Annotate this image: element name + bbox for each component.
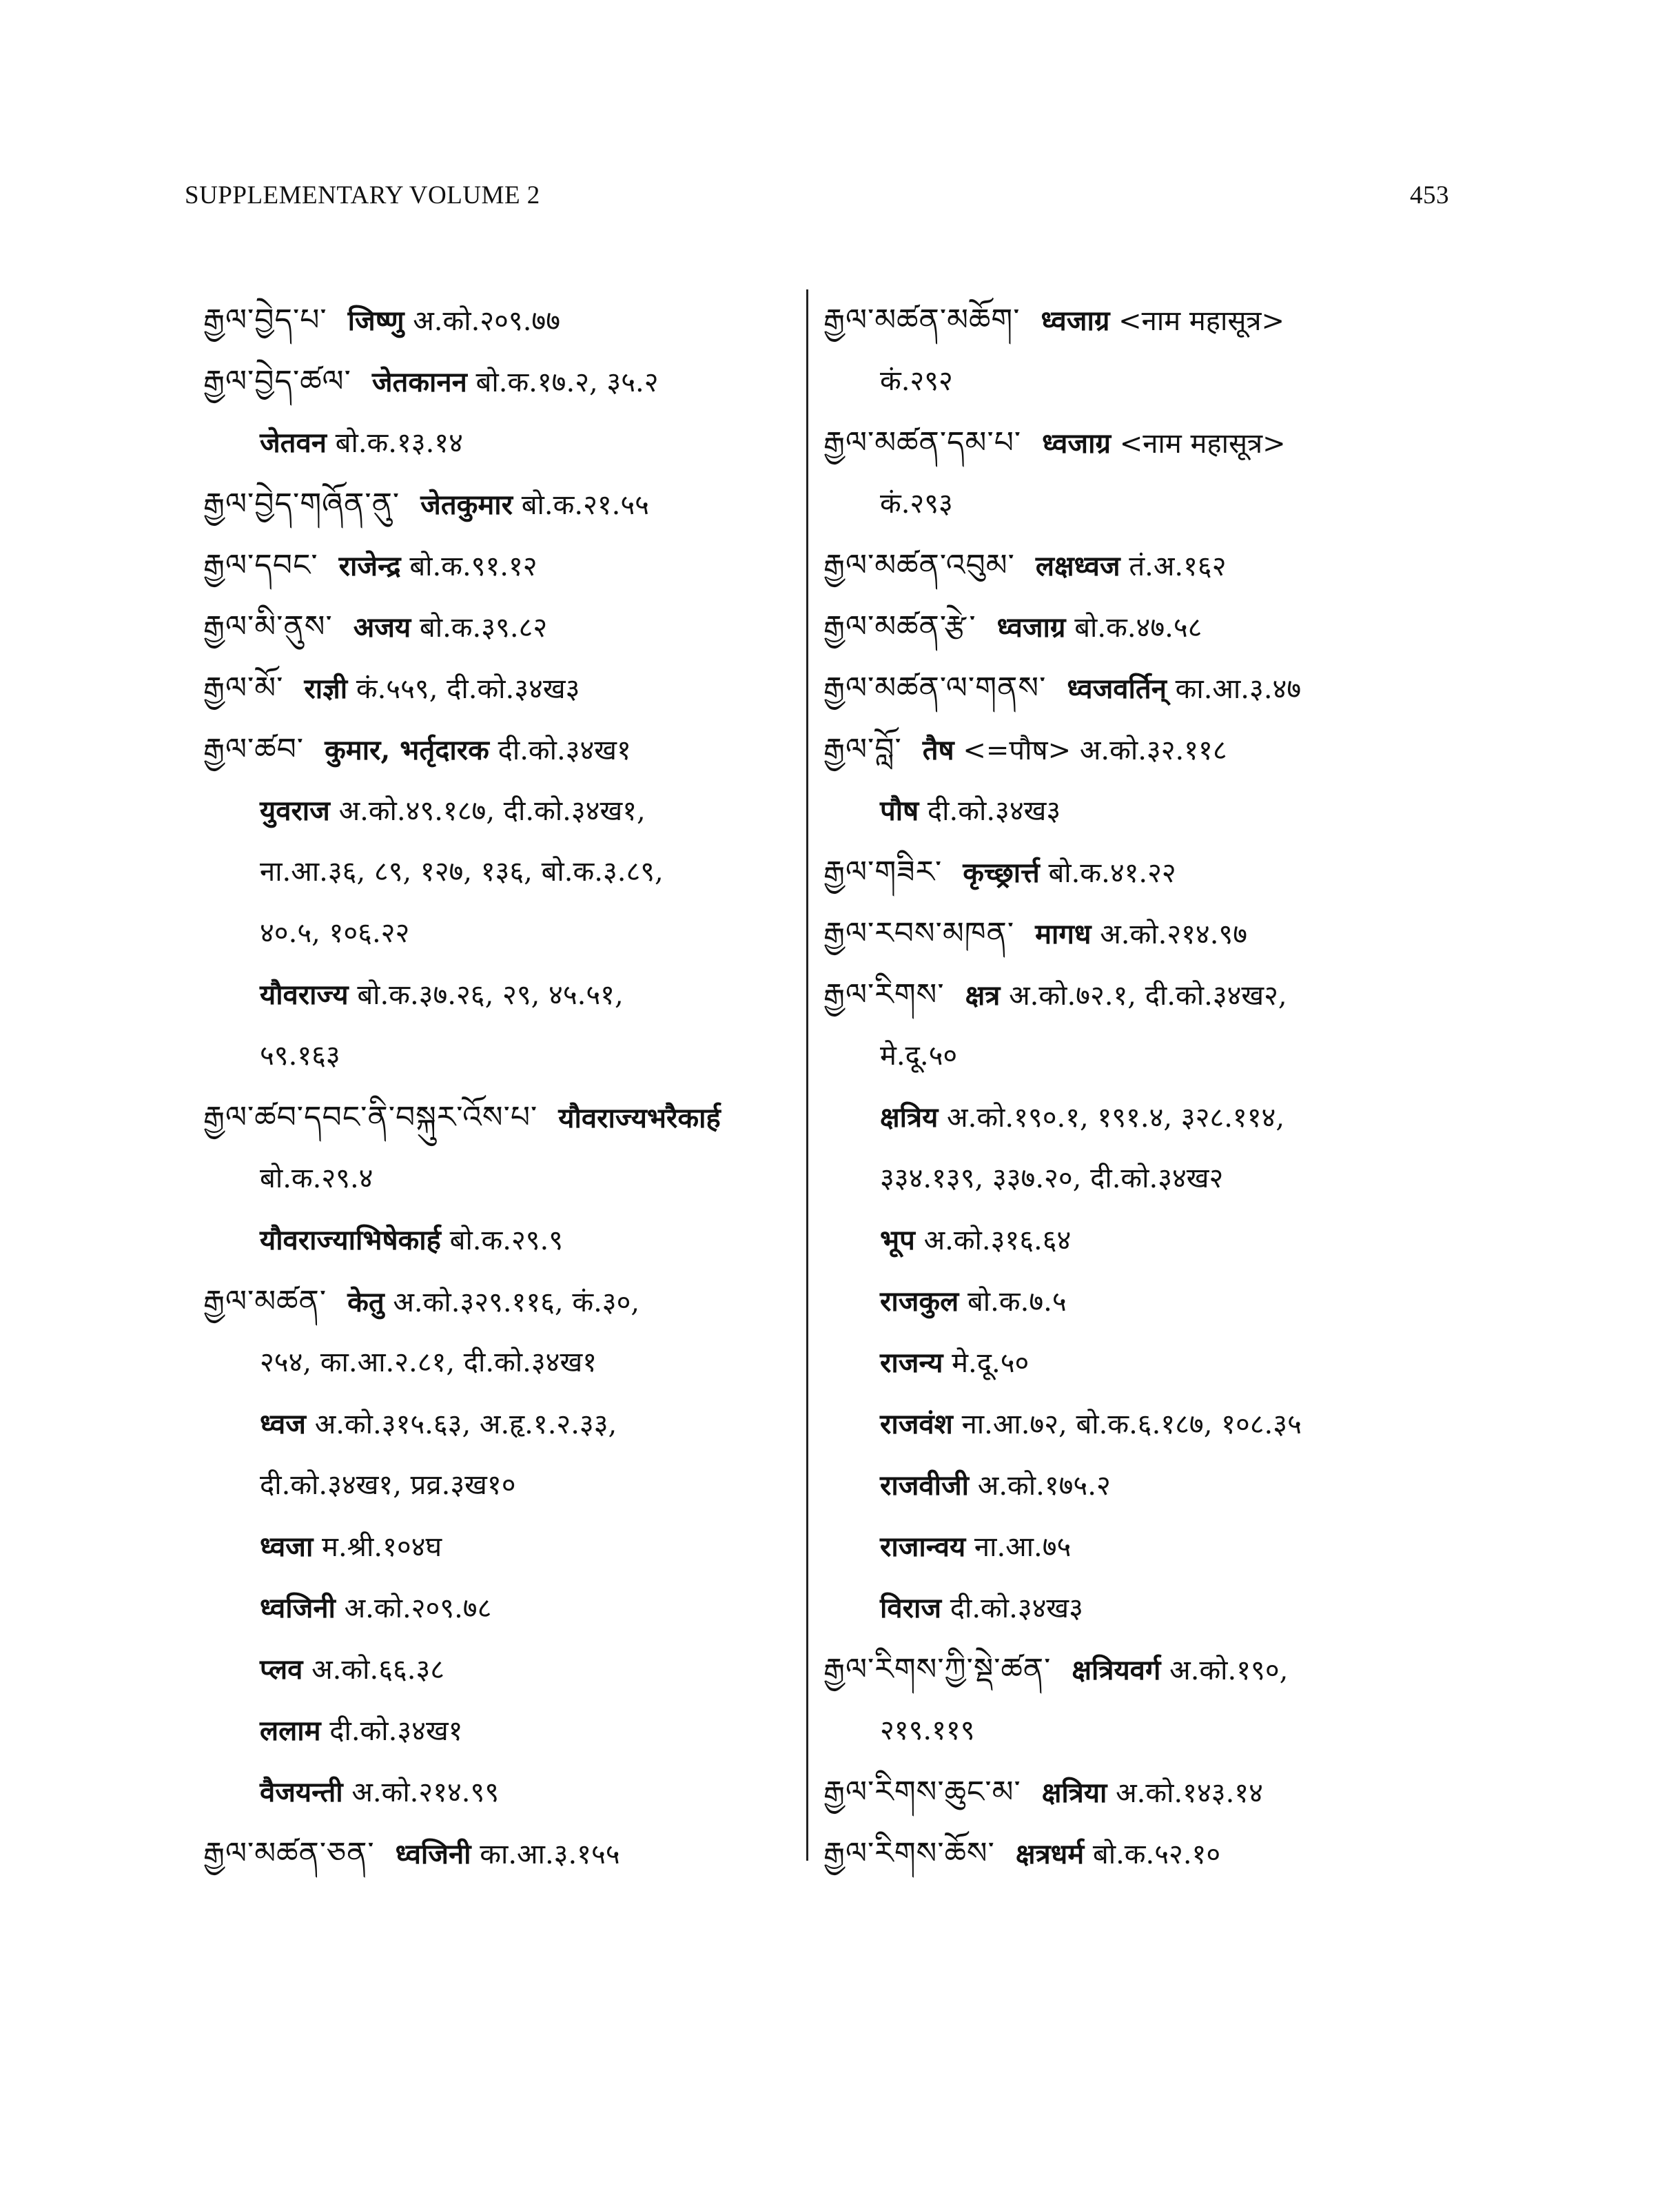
entry-continuation bbox=[823, 780, 1444, 841]
source-reference: दी.को.३४ख३ bbox=[950, 1593, 1083, 1624]
source-reference: बो.क.४७.५८ bbox=[1074, 612, 1202, 644]
entry-headline bbox=[823, 289, 1444, 351]
sanskrit-equivalent: ललाम bbox=[260, 1715, 321, 1747]
source-reference: अ.को.३१५.६३, अ.हृ.१.२.३३, bbox=[314, 1409, 617, 1440]
source-reference: म.श्री.१०४घ bbox=[322, 1531, 442, 1563]
source-reference: कं.५५९, दी.को.३४ख३ bbox=[356, 673, 580, 705]
sanskrit-equivalent: क्षत्रधर्म bbox=[1015, 1838, 1085, 1870]
dictionary-entry bbox=[823, 903, 1444, 964]
source-reference: बो.क.७.५ bbox=[967, 1286, 1067, 1318]
entry-continuation bbox=[823, 1455, 1444, 1516]
source-reference: का.आ.३.१५५ bbox=[480, 1839, 620, 1870]
sanskrit-equivalent: ध्वजाग्र bbox=[1041, 305, 1110, 337]
source-reference: कं.२९२ bbox=[880, 365, 953, 397]
dictionary-entry bbox=[823, 657, 1444, 719]
entry-headline bbox=[203, 473, 796, 535]
sanskrit-equivalent: क्षत्रियवर्ग bbox=[1072, 1654, 1161, 1686]
sanskrit-equivalent: राज्ञी bbox=[304, 673, 348, 705]
entry-headline bbox=[203, 719, 796, 780]
entry-headline bbox=[823, 1823, 1444, 1884]
entry-continuation bbox=[823, 1087, 1444, 1148]
right-column bbox=[823, 289, 1444, 1884]
entry-continuation bbox=[203, 1761, 796, 1823]
source-reference: <=पौष> अ.को.३२.११८ bbox=[963, 735, 1227, 766]
tibetan-headword: རྒྱལ་མི་ནུས་ bbox=[203, 609, 333, 644]
entry-headline bbox=[203, 596, 796, 657]
source-reference: ५९.१६३ bbox=[260, 1040, 340, 1072]
tibetan-headword: རྒྱལ་མཚན་ཅན་ bbox=[203, 1836, 375, 1871]
entry-continuation bbox=[203, 1455, 796, 1516]
source-reference: दी.को.३४ख३ bbox=[927, 795, 1061, 827]
entry-continuation bbox=[823, 473, 1444, 535]
entry-continuation bbox=[823, 1700, 1444, 1761]
entry-headline bbox=[823, 1761, 1444, 1823]
entry-continuation bbox=[823, 1271, 1444, 1332]
dictionary-entry bbox=[203, 289, 796, 351]
entry-headline bbox=[203, 351, 796, 412]
entry-continuation bbox=[203, 1209, 796, 1271]
dictionary-entry bbox=[203, 719, 796, 1087]
source-reference: अ.को.४९.१८७, दी.को.३४ख१, bbox=[338, 795, 646, 827]
source-reference: अ.को.७२.१, दी.को.३४ख२, bbox=[1009, 980, 1287, 1012]
source-reference: अ.को.२०९.७८ bbox=[344, 1593, 492, 1624]
entry-headline bbox=[823, 596, 1444, 657]
sanskrit-equivalent: क्षत्र bbox=[965, 979, 1001, 1012]
source-reference: ३३४.१३९, ३३७.२०, दी.को.३४ख२ bbox=[880, 1163, 1224, 1194]
sanskrit-equivalent: ध्वज bbox=[260, 1408, 306, 1440]
source-reference: बो.क.१३.१४ bbox=[335, 427, 463, 459]
entry-headline bbox=[203, 535, 796, 596]
sanskrit-equivalent: राजान्वय bbox=[880, 1531, 966, 1563]
sanskrit-equivalent: क्षत्रिय bbox=[880, 1101, 939, 1134]
tibetan-headword: རྒྱལ་ཚབ་དབང་ནི་བསྐུར་འོས་པ་ bbox=[203, 1100, 538, 1135]
entry-continuation bbox=[203, 903, 796, 964]
sanskrit-equivalent: वैजयन्ती bbox=[260, 1776, 343, 1808]
entry-continuation bbox=[823, 1516, 1444, 1577]
entry-headline bbox=[823, 841, 1444, 903]
dictionary-entry bbox=[823, 596, 1444, 657]
tibetan-headword: རྒྱལ་རབས་མཁན་ bbox=[823, 916, 1015, 951]
source-reference: बो.क.५२.१० bbox=[1092, 1839, 1221, 1870]
entry-headline bbox=[203, 1271, 796, 1332]
dictionary-entry bbox=[203, 1271, 796, 1823]
dictionary-entry bbox=[823, 1823, 1444, 1884]
sanskrit-equivalent: यौवराज्याभिषेकार्ह bbox=[260, 1224, 441, 1256]
entry-continuation bbox=[823, 1148, 1444, 1209]
dictionary-entry bbox=[203, 473, 796, 535]
source-reference: अ.को.३१६.६४ bbox=[923, 1225, 1072, 1256]
dictionary-entry bbox=[823, 1761, 1444, 1823]
source-reference: ना.आ.३६, ८९, १२७, १३६, बो.क.३.८९, bbox=[260, 856, 664, 888]
dictionary-entry bbox=[203, 1823, 796, 1884]
sanskrit-equivalent: विराज bbox=[880, 1592, 941, 1624]
source-reference: अ.को.६६.३८ bbox=[311, 1654, 445, 1686]
dictionary-entry bbox=[203, 351, 796, 473]
sanskrit-equivalent: तैष bbox=[922, 734, 954, 766]
sanskrit-equivalent: यौवराज्य bbox=[260, 979, 349, 1011]
dictionary-entry bbox=[823, 412, 1444, 535]
entry-continuation bbox=[823, 1393, 1444, 1455]
sanskrit-equivalent: भूप bbox=[880, 1224, 915, 1256]
entry-continuation bbox=[203, 841, 796, 903]
sanskrit-equivalent: केतु bbox=[347, 1286, 385, 1318]
running-head-title: SUPPLEMENTARY VOLUME 2 bbox=[185, 181, 540, 210]
entry-headline bbox=[823, 657, 1444, 719]
dictionary-entry bbox=[203, 657, 796, 719]
entry-headline bbox=[203, 289, 796, 351]
entry-headline bbox=[823, 535, 1444, 596]
tibetan-headword: རྒྱལ་བློ་ bbox=[823, 732, 902, 767]
sanskrit-equivalent: मागध bbox=[1035, 918, 1092, 950]
entry-headline bbox=[203, 1823, 796, 1884]
source-reference: बो.क.२१.५५ bbox=[521, 489, 649, 521]
tibetan-headword: རྒྱལ་མཚན་དམ་པ་ bbox=[823, 425, 1022, 460]
entry-continuation bbox=[203, 1148, 796, 1209]
entry-continuation bbox=[203, 412, 796, 473]
source-reference: अ.को.२१४.९७ bbox=[1100, 919, 1248, 950]
tibetan-headword: རྒྱལ་རིགས་ཆུང་མ་ bbox=[823, 1775, 1021, 1810]
source-reference: अ.को.१७५.२ bbox=[977, 1470, 1111, 1502]
dictionary-entry bbox=[823, 289, 1444, 412]
tibetan-headword: རྒྱལ་རིགས་ཀྱི་སྡེ་ཚན་ bbox=[823, 1652, 1052, 1687]
entry-continuation bbox=[823, 1025, 1444, 1087]
source-reference: बो.क.९१.१२ bbox=[409, 551, 537, 582]
tibetan-headword: རྒྱལ་མཚན་མཆོག་ bbox=[823, 303, 1021, 338]
entry-headline bbox=[823, 1639, 1444, 1700]
source-reference: बो.क.२९.४ bbox=[260, 1163, 373, 1194]
entry-continuation bbox=[823, 1332, 1444, 1393]
sanskrit-equivalent: लक्षध्वज bbox=[1035, 550, 1120, 582]
sanskrit-equivalent: यौवराज्यभरैकार्ह bbox=[558, 1102, 721, 1134]
sanskrit-equivalent: ध्वजा bbox=[260, 1531, 314, 1563]
entry-continuation bbox=[203, 1577, 796, 1639]
tibetan-headword: རྒྱལ་རིགས་ཆོས་ bbox=[823, 1836, 995, 1871]
source-reference: अ.को.१९०, bbox=[1169, 1655, 1289, 1686]
sanskrit-equivalent: युवराज bbox=[260, 795, 330, 827]
sanskrit-equivalent: प्लव bbox=[260, 1653, 303, 1686]
source-reference: बो.क.३७.२६, २९, ४५.५१, bbox=[357, 979, 624, 1011]
entry-continuation bbox=[203, 1393, 796, 1455]
sanskrit-equivalent: क्षत्रिया bbox=[1041, 1777, 1107, 1809]
dictionary-entry bbox=[823, 719, 1444, 841]
dictionary-entry bbox=[823, 535, 1444, 596]
dictionary-entry bbox=[823, 841, 1444, 903]
tibetan-headword: རྒྱལ་རིགས་ bbox=[823, 977, 945, 1012]
source-reference: अ.को.३२९.११६, कं.३०, bbox=[393, 1287, 640, 1318]
tibetan-headword: རྒྱལ་གཟིར་ bbox=[823, 855, 943, 890]
source-reference: दी.को.३४ख१, प्रव्र.३ख१० bbox=[260, 1469, 516, 1501]
source-reference: २१९.११९ bbox=[880, 1715, 975, 1746]
left-column bbox=[203, 289, 796, 1884]
source-reference: अ.को.१४३.१४ bbox=[1116, 1777, 1263, 1809]
sanskrit-equivalent: ध्वजिनी bbox=[260, 1592, 336, 1624]
entry-continuation bbox=[203, 1332, 796, 1393]
source-reference: मे.दू.५० bbox=[880, 1040, 958, 1072]
sanskrit-equivalent: कृच्छ्रार्त्त bbox=[963, 857, 1040, 889]
entry-headline bbox=[203, 657, 796, 719]
source-reference: का.आ.३.४७ bbox=[1175, 673, 1302, 705]
page-number: 453 bbox=[1410, 181, 1449, 210]
source-reference: मे.दू.५० bbox=[952, 1347, 1029, 1379]
sanskrit-equivalent: जेतवन bbox=[260, 427, 327, 459]
source-reference: बो.क.४१.२२ bbox=[1048, 857, 1176, 889]
dictionary-entry bbox=[203, 1087, 796, 1271]
sanskrit-equivalent: ध्वजवर्तिन् bbox=[1067, 673, 1167, 705]
sanskrit-equivalent: ध्वजाग्र bbox=[1042, 427, 1112, 460]
sanskrit-equivalent: राजवंश bbox=[880, 1408, 953, 1440]
entry-headline bbox=[203, 1087, 796, 1148]
tibetan-headword: རྒྱལ་མཚན་ bbox=[203, 1284, 327, 1319]
source-reference: बो.क.३९.८२ bbox=[419, 612, 548, 644]
tibetan-headword: རྒྱལ་དབང་ bbox=[203, 548, 318, 583]
tibetan-headword: རྒྱལ་མོ་ bbox=[203, 671, 284, 706]
dictionary-entry bbox=[203, 535, 796, 596]
sanskrit-equivalent: राजवीजी bbox=[880, 1469, 970, 1502]
source-reference: बो.क.१७.२, ३५.२ bbox=[475, 367, 659, 398]
dictionary-entry bbox=[823, 964, 1444, 1639]
source-reference: अ.को.२१४.९९ bbox=[351, 1777, 500, 1808]
source-reference: ना.आ.७५ bbox=[974, 1531, 1072, 1563]
column-divider bbox=[806, 289, 808, 1861]
entry-continuation bbox=[203, 1700, 796, 1761]
entry-continuation bbox=[203, 1025, 796, 1087]
sanskrit-equivalent: कुमार, भर्तृदारक bbox=[325, 734, 489, 766]
entry-headline bbox=[823, 719, 1444, 780]
source-reference: ४०.५, १०६.२२ bbox=[260, 917, 410, 949]
source-reference: कं.२९३ bbox=[880, 488, 953, 520]
sanskrit-equivalent: ध्वजिनी bbox=[395, 1838, 471, 1870]
tibetan-headword: རྒྱལ་མཚན་འབུམ་ bbox=[823, 548, 1015, 583]
source-reference: <नाम महासूत्र> bbox=[1118, 305, 1284, 337]
entry-continuation bbox=[203, 1516, 796, 1577]
dictionary-entry bbox=[823, 1639, 1444, 1761]
tibetan-headword: རྒྱལ་མཚན་རྩེ་ bbox=[823, 609, 976, 644]
entry-headline bbox=[823, 964, 1444, 1025]
source-reference: दी.को.३४ख१ bbox=[498, 735, 631, 766]
sanskrit-equivalent: ध्वजाग्र bbox=[996, 611, 1066, 644]
entry-continuation bbox=[203, 780, 796, 841]
entry-continuation bbox=[823, 1577, 1444, 1639]
sanskrit-equivalent: अजय bbox=[353, 611, 411, 644]
sanskrit-equivalent: पौष bbox=[880, 795, 919, 827]
source-reference: तं.अ.१६२ bbox=[1129, 551, 1227, 582]
entry-continuation bbox=[823, 1209, 1444, 1271]
tibetan-headword: རྒྱལ་མཚན་ལ་གནས་ bbox=[823, 671, 1047, 706]
entry-headline bbox=[823, 412, 1444, 473]
entry-continuation bbox=[823, 351, 1444, 412]
sanskrit-equivalent: राजन्य bbox=[880, 1347, 943, 1379]
source-reference: <नाम महासूत्र> bbox=[1119, 428, 1286, 460]
source-reference: दी.को.३४ख१ bbox=[329, 1715, 463, 1747]
tibetan-headword: རྒྱལ་བྱེད་པ་ bbox=[203, 303, 327, 338]
source-reference: अ.को.२०९.७७ bbox=[413, 305, 561, 337]
source-reference: ना.आ.७२, बो.क.६.१८७, १०८.३५ bbox=[961, 1409, 1302, 1440]
sanskrit-equivalent: जिष्णु bbox=[347, 305, 404, 337]
entry-continuation bbox=[203, 1639, 796, 1700]
running-head bbox=[185, 181, 1449, 222]
entry-continuation bbox=[203, 964, 796, 1025]
tibetan-headword: རྒྱལ་བྱེད་ཚལ་ bbox=[203, 364, 351, 399]
source-reference: २५४, का.आ.२.८१, दी.को.३४ख१ bbox=[260, 1347, 597, 1378]
sanskrit-equivalent: राजकुल bbox=[880, 1285, 959, 1318]
dictionary-entry bbox=[203, 596, 796, 657]
sanskrit-equivalent: राजेन्द्र bbox=[338, 550, 401, 582]
sanskrit-equivalent: जेतकुमार bbox=[420, 489, 513, 521]
entry-headline bbox=[823, 903, 1444, 964]
source-reference: अ.को.१९०.१, १९१.४, ३२८.११४, bbox=[947, 1102, 1285, 1134]
sanskrit-equivalent: जेतकानन bbox=[371, 366, 467, 398]
source-reference: बो.क.२९.९ bbox=[449, 1225, 564, 1256]
tibetan-headword: རྒྱལ་ཚབ་ bbox=[203, 732, 305, 767]
tibetan-headword: རྒྱལ་བྱེད་གཞོན་ནུ་ bbox=[203, 487, 400, 522]
